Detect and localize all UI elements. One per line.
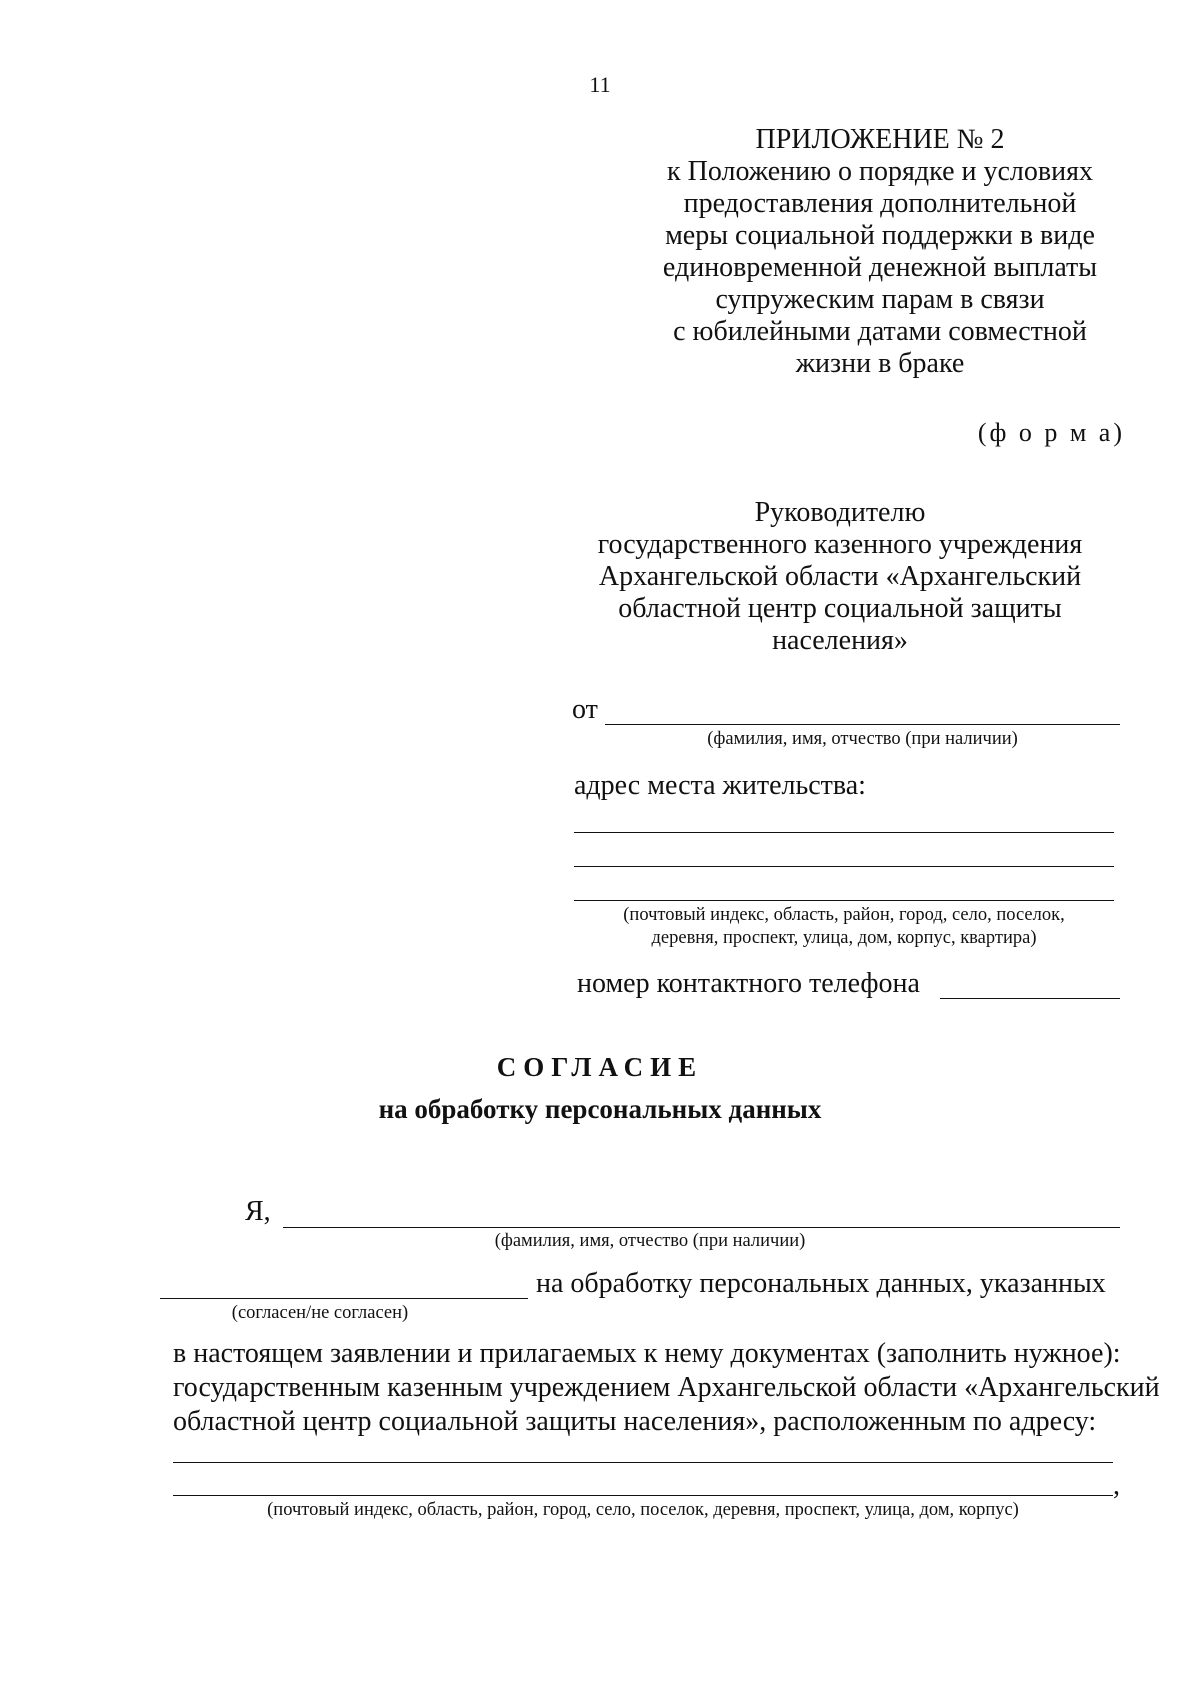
appendix-header: [640, 124, 1120, 380]
addressee-line: населения»: [772, 625, 908, 656]
residence-field-line-1[interactable]: [574, 832, 1114, 833]
appendix-line: ПРИЛОЖЕНИЕ № 2: [755, 124, 1005, 155]
appendix-line: с юбилейными датами совместной: [673, 316, 1087, 347]
body-line: государственным казенным учреждением Архангельской области «Архангельский: [173, 1372, 1160, 1403]
phone-field[interactable]: [940, 998, 1120, 999]
residence-caption-2: деревня, проспект, улица, дом, корпус, квартира): [651, 928, 1037, 948]
appendix-line: супружеским парам в связи: [715, 284, 1045, 315]
body-line: в настоящем заявлении и прилагаемых к нему документах (заполнить нужное):: [173, 1338, 1121, 1369]
agree-field[interactable]: [160, 1298, 528, 1299]
addressee-line: Руководителю: [754, 497, 926, 528]
agree-text: на обработку персональных данных, указанных: [536, 1268, 1106, 1299]
org-address-caption: (почтовый индекс, область, район, город, село, поселок, деревня, проспект, улица, дом, корпус): [267, 1500, 1019, 1520]
appendix-line: предоставления дополнительной: [683, 188, 1077, 219]
residence-field-line-2[interactable]: [574, 866, 1114, 867]
i-label: Я,: [245, 1196, 271, 1227]
residence-field-line-3[interactable]: [574, 900, 1114, 901]
from-name-field[interactable]: [605, 724, 1120, 725]
from-label: от: [572, 694, 598, 725]
residence-caption-1: (почтовый индекс, область, район, город, село, поселок,: [623, 905, 1065, 925]
consent-title: СОГЛАСИЕ: [496, 1052, 704, 1082]
appendix-line: меры социальной поддержки в виде: [665, 220, 1095, 251]
consent-name-field[interactable]: [283, 1227, 1120, 1228]
appendix-line: единовременной денежной выплаты: [662, 252, 1098, 283]
body-line: областной центр социальной защиты населения», расположенным по адресу:: [173, 1406, 1097, 1437]
page-number: 11: [589, 72, 611, 97]
addressee-line: Архангельской области «Архангельский: [598, 561, 1082, 592]
consent-subtitle: на обработку персональных данных: [378, 1094, 822, 1124]
address-comma: ,: [1113, 1470, 1120, 1501]
agree-caption: (согласен/не согласен): [231, 1303, 409, 1323]
from-name-caption: (фамилия, имя, отчество (при наличии): [707, 729, 1018, 749]
consent-name-caption: (фамилия, имя, отчество (при наличии): [494, 1231, 806, 1251]
residence-label: адрес места жительства:: [574, 770, 866, 801]
form-label: (ф о р м а): [977, 418, 1125, 447]
addressee-block: [580, 497, 1100, 657]
appendix-line: жизни в браке: [795, 348, 965, 379]
org-address-field-line-2[interactable]: [173, 1495, 1113, 1496]
phone-label: номер контактного телефона: [577, 968, 920, 999]
appendix-line: к Положению о порядке и условиях: [667, 156, 1093, 187]
addressee-line: областной центр социальной защиты: [618, 593, 1062, 624]
org-address-field-line-1[interactable]: [173, 1462, 1113, 1463]
addressee-line: государственного казенного учреждения: [597, 529, 1083, 560]
